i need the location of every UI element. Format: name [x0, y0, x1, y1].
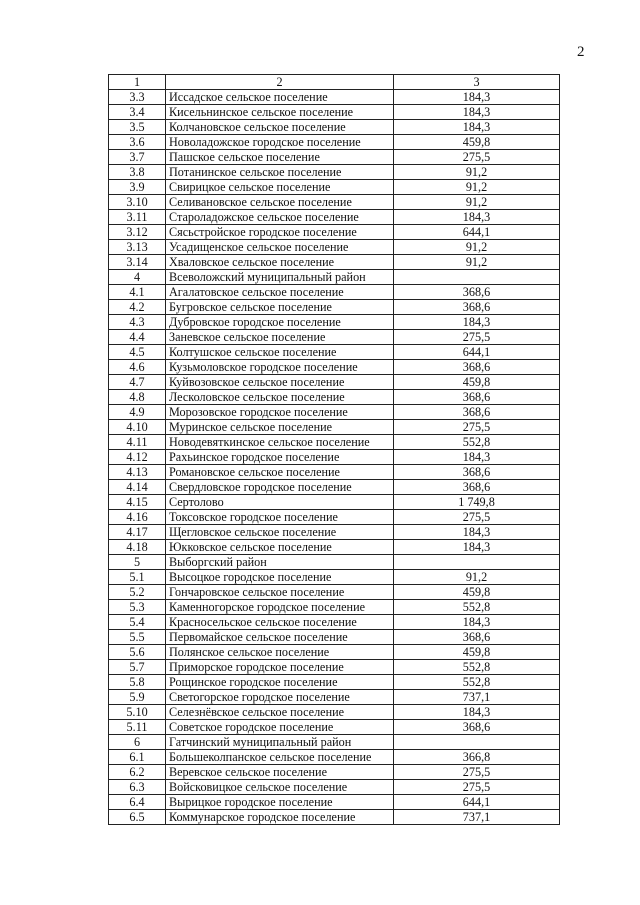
row-number: 3.3	[109, 90, 166, 105]
table-row	[109, 360, 560, 375]
row-name: Гатчинский муниципальный район	[166, 735, 394, 750]
row-name: Иссадское сельское поселение	[166, 90, 394, 105]
row-number: 5.3	[109, 600, 166, 615]
row-value: 91,2	[394, 180, 560, 195]
row-number: 4.17	[109, 525, 166, 540]
row-name: Красносельское сельское поселение	[166, 615, 394, 630]
row-value: 368,6	[394, 465, 560, 480]
row-value: 368,6	[394, 720, 560, 735]
row-value: 275,5	[394, 510, 560, 525]
row-number: 4.5	[109, 345, 166, 360]
row-value: 459,8	[394, 135, 560, 150]
row-name: Рахьинское городское поселение	[166, 450, 394, 465]
row-name: Муринское сельское поселение	[166, 420, 394, 435]
table-row	[109, 540, 560, 555]
table-row	[109, 555, 560, 570]
row-value: 737,1	[394, 690, 560, 705]
header-col-value: 3	[394, 75, 560, 90]
row-name: Колтушское сельское поселение	[166, 345, 394, 360]
row-value: 184,3	[394, 210, 560, 225]
table-row	[109, 330, 560, 345]
row-number: 5.7	[109, 660, 166, 675]
row-name: Сертолово	[166, 495, 394, 510]
table-row	[109, 720, 560, 735]
table-row	[109, 345, 560, 360]
row-number: 4.13	[109, 465, 166, 480]
row-number: 5.1	[109, 570, 166, 585]
row-number: 6	[109, 735, 166, 750]
row-name: Селезнёвское сельское поселение	[166, 705, 394, 720]
row-number: 4.10	[109, 420, 166, 435]
header-col-name: 2	[166, 75, 394, 90]
row-name: Хваловское сельское поселение	[166, 255, 394, 270]
row-value: 184,3	[394, 315, 560, 330]
row-name: Новодевяткинское сельское поселение	[166, 435, 394, 450]
row-number: 4.3	[109, 315, 166, 330]
row-number: 3.13	[109, 240, 166, 255]
row-number: 3.4	[109, 105, 166, 120]
row-value: 91,2	[394, 570, 560, 585]
table-row	[109, 780, 560, 795]
row-name: Свирицкое сельское поселение	[166, 180, 394, 195]
table-row	[109, 705, 560, 720]
row-value: 1 749,8	[394, 495, 560, 510]
row-value: 644,1	[394, 345, 560, 360]
table-row	[109, 645, 560, 660]
table-row	[109, 135, 560, 150]
row-value: 368,6	[394, 285, 560, 300]
row-name: Куйвозовское сельское поселение	[166, 375, 394, 390]
row-name: Всеволожский муниципальный район	[166, 270, 394, 285]
row-name: Рощинское городское поселение	[166, 675, 394, 690]
row-number: 5	[109, 555, 166, 570]
row-name: Веревское сельское поселение	[166, 765, 394, 780]
row-number: 4.11	[109, 435, 166, 450]
row-name: Полянское сельское поселение	[166, 645, 394, 660]
row-value: 552,8	[394, 435, 560, 450]
row-number: 3.12	[109, 225, 166, 240]
table-row	[109, 690, 560, 705]
row-name: Гончаровское сельское поселение	[166, 585, 394, 600]
row-number: 4.1	[109, 285, 166, 300]
table-row	[109, 195, 560, 210]
row-value: 368,6	[394, 390, 560, 405]
row-name: Потанинское сельское поселение	[166, 165, 394, 180]
row-number: 4	[109, 270, 166, 285]
table-row	[109, 90, 560, 105]
table-row	[109, 765, 560, 780]
row-name: Токсовское городское поселение	[166, 510, 394, 525]
row-number: 5.8	[109, 675, 166, 690]
row-number: 5.6	[109, 645, 166, 660]
table-row	[109, 660, 560, 675]
table-row	[109, 375, 560, 390]
table-row	[109, 420, 560, 435]
row-value: 552,8	[394, 660, 560, 675]
row-value: 184,3	[394, 540, 560, 555]
table-row	[109, 495, 560, 510]
row-name: Советское городское поселение	[166, 720, 394, 735]
row-value: 366,8	[394, 750, 560, 765]
table-row	[109, 210, 560, 225]
table-row	[109, 615, 560, 630]
table-row	[109, 675, 560, 690]
table-row	[109, 525, 560, 540]
row-value: 184,3	[394, 525, 560, 540]
row-value: 91,2	[394, 255, 560, 270]
row-name: Выборгский район	[166, 555, 394, 570]
row-number: 5.4	[109, 615, 166, 630]
row-value: 368,6	[394, 630, 560, 645]
row-value: 737,1	[394, 810, 560, 825]
table-row	[109, 450, 560, 465]
allocation-table	[108, 74, 560, 825]
row-value: 184,3	[394, 705, 560, 720]
table-header-row	[109, 75, 560, 90]
row-value: 91,2	[394, 195, 560, 210]
row-value: 275,5	[394, 780, 560, 795]
row-number: 4.8	[109, 390, 166, 405]
row-value: 184,3	[394, 450, 560, 465]
row-name: Лесколовское сельское поселение	[166, 390, 394, 405]
table-row	[109, 795, 560, 810]
row-number: 3.6	[109, 135, 166, 150]
table-row	[109, 180, 560, 195]
row-value: 275,5	[394, 420, 560, 435]
row-name: Коммунарское городское поселение	[166, 810, 394, 825]
row-name: Бугровское сельское поселение	[166, 300, 394, 315]
row-number: 4.9	[109, 405, 166, 420]
row-value: 644,1	[394, 795, 560, 810]
table-row	[109, 120, 560, 135]
row-number: 4.2	[109, 300, 166, 315]
row-number: 5.10	[109, 705, 166, 720]
row-number: 5.9	[109, 690, 166, 705]
row-value: 552,8	[394, 600, 560, 615]
row-name: Кисельнинское сельское поселение	[166, 105, 394, 120]
row-number: 3.9	[109, 180, 166, 195]
row-number: 4.7	[109, 375, 166, 390]
row-value	[394, 735, 560, 750]
row-value: 459,8	[394, 585, 560, 600]
table-row	[109, 150, 560, 165]
row-number: 6.2	[109, 765, 166, 780]
row-name: Колчановское сельское поселение	[166, 120, 394, 135]
row-name: Каменногорское городское поселение	[166, 600, 394, 615]
table-row	[109, 105, 560, 120]
row-value: 91,2	[394, 240, 560, 255]
row-number: 5.2	[109, 585, 166, 600]
table-row	[109, 435, 560, 450]
table-row	[109, 405, 560, 420]
row-value: 459,8	[394, 375, 560, 390]
table-row	[109, 630, 560, 645]
row-number: 5.5	[109, 630, 166, 645]
table-row	[109, 390, 560, 405]
row-name: Агалатовское сельское поселение	[166, 285, 394, 300]
row-name: Большеколпанское сельское поселение	[166, 750, 394, 765]
table-row	[109, 225, 560, 240]
row-number: 3.5	[109, 120, 166, 135]
row-value: 275,5	[394, 330, 560, 345]
table-row	[109, 600, 560, 615]
row-name: Высоцкое городское поселение	[166, 570, 394, 585]
table-row	[109, 300, 560, 315]
row-value: 184,3	[394, 615, 560, 630]
table-row	[109, 465, 560, 480]
row-name: Приморское городское поселение	[166, 660, 394, 675]
row-name: Юкковское сельское поселение	[166, 540, 394, 555]
row-value: 275,5	[394, 765, 560, 780]
row-name: Староладожское сельское поселение	[166, 210, 394, 225]
table-row	[109, 735, 560, 750]
table-row	[109, 285, 560, 300]
table-row	[109, 270, 560, 285]
row-number: 4.6	[109, 360, 166, 375]
row-name: Заневское сельское поселение	[166, 330, 394, 345]
table-row	[109, 810, 560, 825]
row-name: Пашское сельское поселение	[166, 150, 394, 165]
table-row	[109, 255, 560, 270]
table-row	[109, 165, 560, 180]
row-value: 184,3	[394, 105, 560, 120]
table-row	[109, 510, 560, 525]
row-number: 3.8	[109, 165, 166, 180]
row-number: 4.16	[109, 510, 166, 525]
row-number: 3.14	[109, 255, 166, 270]
row-value: 368,6	[394, 300, 560, 315]
row-value: 184,3	[394, 90, 560, 105]
row-name: Морозовское городское поселение	[166, 405, 394, 420]
row-value: 644,1	[394, 225, 560, 240]
row-number: 5.11	[109, 720, 166, 735]
row-name: Щегловское сельское поселение	[166, 525, 394, 540]
row-value	[394, 555, 560, 570]
row-number: 3.11	[109, 210, 166, 225]
table-row	[109, 570, 560, 585]
row-number: 4.4	[109, 330, 166, 345]
row-name: Селивановское сельское поселение	[166, 195, 394, 210]
row-name: Первомайское сельское поселение	[166, 630, 394, 645]
row-name: Дубровское городское поселение	[166, 315, 394, 330]
table-row	[109, 585, 560, 600]
row-name: Усадищенское сельское поселение	[166, 240, 394, 255]
row-value: 368,6	[394, 360, 560, 375]
table-row	[109, 240, 560, 255]
row-number: 6.4	[109, 795, 166, 810]
page-number: 2	[577, 44, 585, 60]
row-value	[394, 270, 560, 285]
row-name: Войсковицкое сельское поселение	[166, 780, 394, 795]
table-row	[109, 750, 560, 765]
row-name: Свердловское городское поселение	[166, 480, 394, 495]
row-name: Романовское сельское поселение	[166, 465, 394, 480]
row-value: 368,6	[394, 480, 560, 495]
row-value: 368,6	[394, 405, 560, 420]
header-col-number: 1	[109, 75, 166, 90]
row-name: Светогорское городское поселение	[166, 690, 394, 705]
row-number: 6.5	[109, 810, 166, 825]
row-name: Новоладожское городское поселение	[166, 135, 394, 150]
row-number: 4.18	[109, 540, 166, 555]
row-number: 6.1	[109, 750, 166, 765]
row-number: 3.7	[109, 150, 166, 165]
row-name: Кузьмоловское городское поселение	[166, 360, 394, 375]
table-row	[109, 480, 560, 495]
row-number: 4.14	[109, 480, 166, 495]
row-value: 552,8	[394, 675, 560, 690]
row-value: 91,2	[394, 165, 560, 180]
row-name: Вырицкое городское поселение	[166, 795, 394, 810]
row-number: 3.10	[109, 195, 166, 210]
row-value: 275,5	[394, 150, 560, 165]
row-number: 4.12	[109, 450, 166, 465]
row-number: 4.15	[109, 495, 166, 510]
row-value: 459,8	[394, 645, 560, 660]
row-name: Сясьстройское городское поселение	[166, 225, 394, 240]
row-number: 6.3	[109, 780, 166, 795]
row-value: 184,3	[394, 120, 560, 135]
table-row	[109, 315, 560, 330]
